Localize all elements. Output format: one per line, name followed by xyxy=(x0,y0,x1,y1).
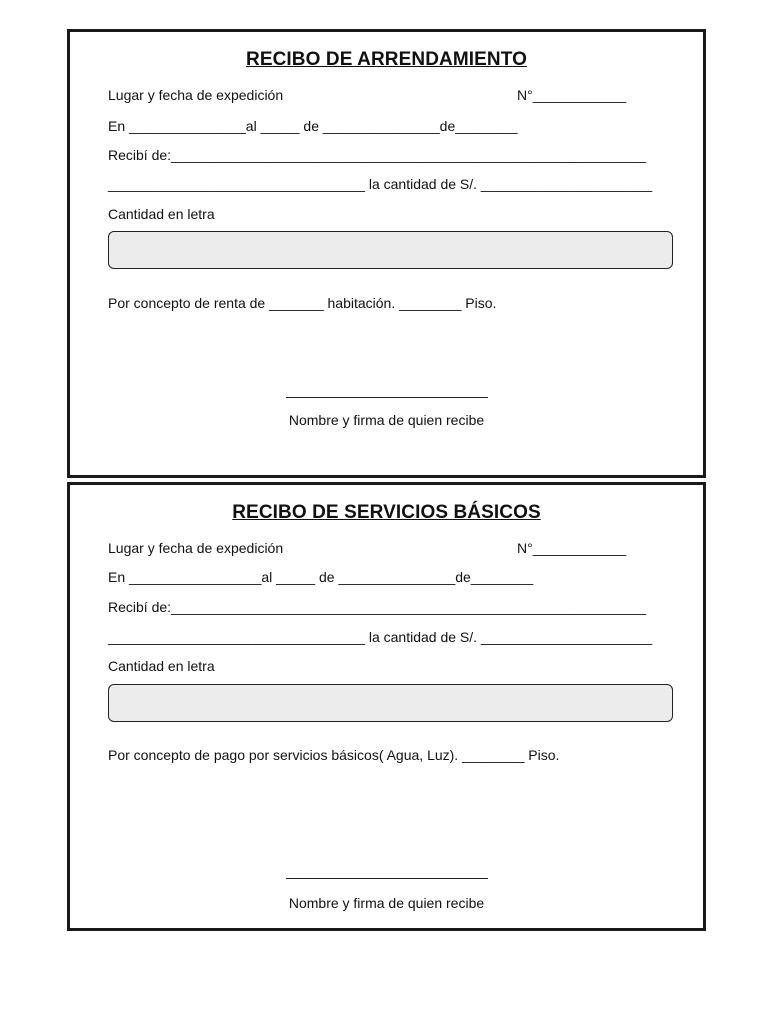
signature-label: Nombre y firma de quien recibe xyxy=(288,412,485,428)
amount-line: _________________________________ la cantidad de S/. ______________________ xyxy=(108,176,653,192)
concept-line: Por concepto de pago por servicios básicos( Agua, Luz). ________ Piso. xyxy=(108,747,560,763)
concept-line: Por concepto de renta de _______ habitación. ________ Piso. xyxy=(108,295,497,311)
signature-line xyxy=(286,397,488,398)
date-line: En _______________al _____ de _______________de________ xyxy=(108,118,518,134)
signature-label: Nombre y firma de quien recibe xyxy=(288,895,485,911)
place-date-label: Lugar y fecha de expedición xyxy=(108,87,284,103)
amount-words-box xyxy=(108,684,673,722)
rent-receipt xyxy=(67,29,706,478)
amount-words-box xyxy=(108,231,673,269)
received-from-line: Recibí de:_____________________________________________________________ xyxy=(108,147,646,163)
receipt-title: RECIBO DE ARRENDAMIENTO xyxy=(246,49,527,70)
utilities-receipt xyxy=(67,482,706,931)
amount-line: _________________________________ la cantidad de S/. ______________________ xyxy=(108,629,653,645)
amount-words-label: Cantidad en letra xyxy=(108,658,215,674)
receipt-title: RECIBO DE SERVICIOS BÁSICOS xyxy=(232,502,541,523)
amount-words-label: Cantidad en letra xyxy=(108,206,215,222)
date-line: En _________________al _____ de _______________de________ xyxy=(108,569,534,585)
receipt-number-field: N°____________ xyxy=(517,540,627,556)
receipt-number-field: N°____________ xyxy=(517,87,627,103)
signature-line xyxy=(286,878,488,879)
received-from-line: Recibí de:_____________________________________________________________ xyxy=(108,599,646,615)
place-date-label: Lugar y fecha de expedición xyxy=(108,540,284,556)
